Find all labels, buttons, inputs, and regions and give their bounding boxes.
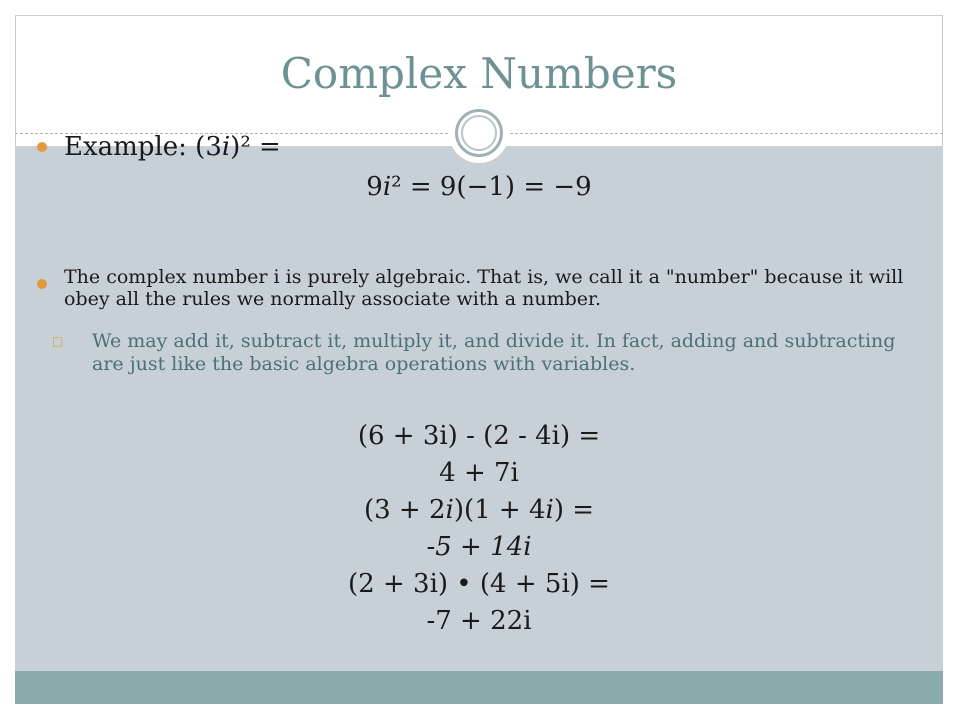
slide-title: Complex Numbers: [280, 49, 678, 98]
equation-product: (2 + 3i) • (4 + 5i) =: [348, 569, 610, 599]
eq2-part: (3 + 2: [363, 495, 446, 525]
equations-block: [15, 418, 943, 640]
complex-number-paragraph: The complex number i is purely algebraic. That is, we call it a "number" because it will obey all the rules we normally associate with a number.: [64, 266, 904, 310]
eq2-imag-unit: i: [545, 495, 554, 525]
eq2-part: )(1 + 4: [453, 495, 546, 525]
example-result: 9𝑖² = 9(−1) = −9: [366, 172, 592, 202]
example-bullet-icon: [37, 142, 47, 152]
double-ring-ornament-icon: [449, 103, 509, 163]
example-label: Example:: [64, 132, 196, 162]
hollow-square-bullet-icon: □: [52, 334, 64, 348]
example-expression: (3𝑖)² =: [195, 132, 281, 162]
footer-band: [15, 671, 943, 704]
equation-product-result: -7 + 22i: [426, 606, 532, 636]
operations-sub-paragraph: We may add it, subtract it, multiply it, and divide it. In fact, adding and subtracting are just like the basic algebra operations with variables.: [92, 330, 896, 375]
example-line: [64, 130, 281, 164]
equation-multiplication: [15, 492, 943, 529]
paragraph-bullet-icon: [37, 279, 47, 289]
ornament-inner-ring: [461, 115, 497, 151]
equation-multiplication-result: -5 + 14i: [426, 532, 532, 562]
equation-subtraction-result: 4 + 7i: [439, 458, 519, 488]
equation-subtraction: (6 + 3i) - (2 - 4i) =: [357, 421, 601, 451]
eq2-imag-unit: i: [445, 495, 454, 525]
eq2-part: ) =: [553, 495, 595, 525]
